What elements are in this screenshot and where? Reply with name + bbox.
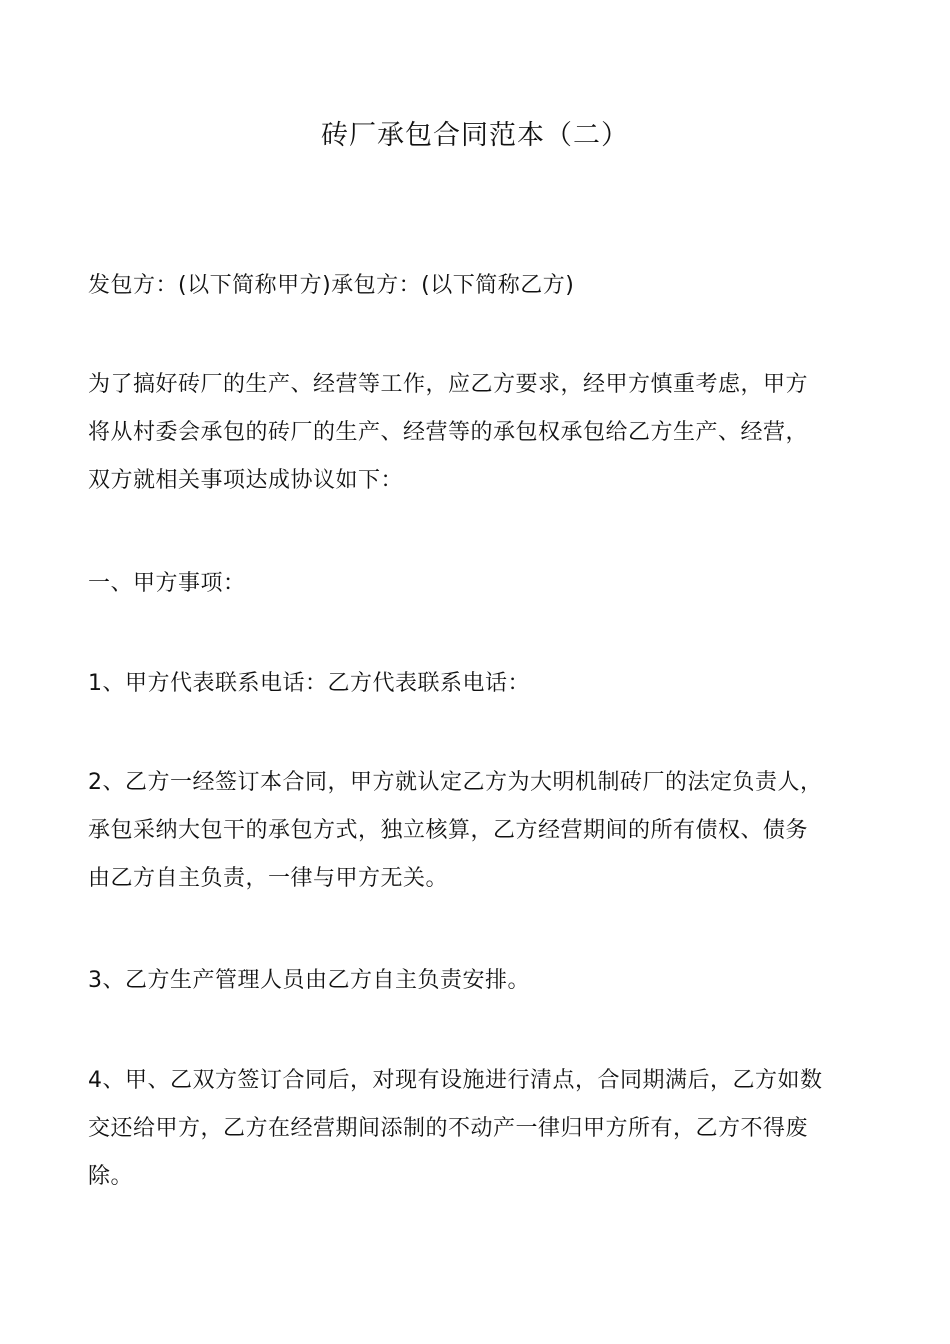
clause-4-line: 交还给甲方，乙方在经营期间添制的不动产一律归甲方所有，乙方不得废 xyxy=(88,1116,809,1141)
clause-4 xyxy=(88,1057,868,1201)
clause-4-line: 4、甲、乙双方签订合同后，对现有设施进行清点，合同期满后，乙方如数 xyxy=(88,1068,823,1093)
clause-2 xyxy=(88,759,868,903)
intro-line: 将从村委会承包的砖厂的生产、经营等的承包权承包给乙方生产、经营， xyxy=(88,420,809,445)
clause-3: 3、乙方生产管理人员由乙方自主负责安排。 xyxy=(88,968,530,993)
section-heading: 一、甲方事项： xyxy=(88,571,246,596)
intro-paragraph xyxy=(88,361,868,505)
intro-line: 为了搞好砖厂的生产、经营等工作，应乙方要求，经甲方慎重考虑，甲方 xyxy=(88,372,809,397)
clause-4-line: 除。 xyxy=(88,1164,134,1189)
intro-line: 双方就相关事项达成协议如下： xyxy=(88,468,404,493)
clause-1: 1、甲方代表联系电话：乙方代表联系电话： xyxy=(88,671,530,696)
document-title: 砖厂承包合同范本（二） xyxy=(321,120,629,151)
clause-2-line: 由乙方自主负责，一律与甲方无关。 xyxy=(88,866,449,891)
clause-2-line: 承包采纳大包干的承包方式，独立核算，乙方经营期间的所有债权、债务 xyxy=(88,818,809,843)
clause-2-line: 2、乙方一经签订本合同，甲方就认定乙方为大明机制砖厂的法定负责人， xyxy=(88,770,823,795)
parties-line: 发包方：(以下简称甲方)承包方：(以下简称乙方) xyxy=(88,273,575,298)
